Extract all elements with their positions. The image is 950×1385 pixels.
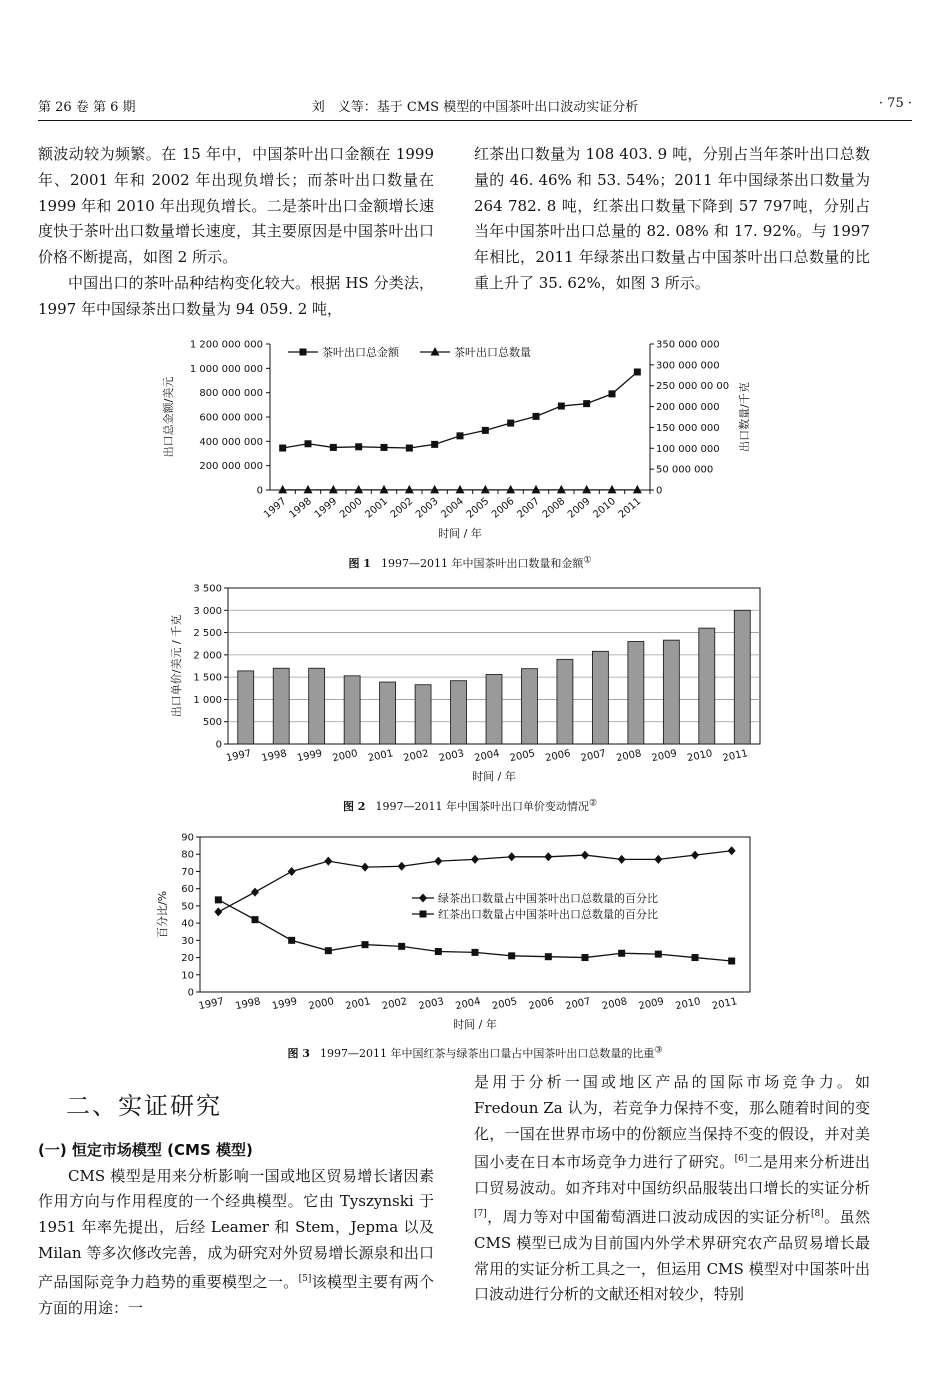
x-tick-label: 2007: [564, 996, 592, 1013]
x-tick-label: 1997: [262, 495, 289, 521]
data-point: [252, 916, 259, 923]
data-point: [532, 485, 541, 494]
paragraph: [474, 1070, 870, 1308]
x-tick-label: 2008: [540, 495, 568, 521]
y-tick-label: 60: [181, 884, 194, 896]
data-point: [288, 937, 295, 944]
figure-title: 1997—2011 年中国红茶与绿茶出口量占中国茶叶出口总数量的比重: [319, 1047, 655, 1060]
citation: [6]: [734, 1154, 748, 1165]
x-tick-label: 2005: [508, 748, 537, 765]
citation: [7]: [474, 1208, 487, 1219]
y-tick-label: 500: [202, 717, 222, 729]
legend-label: 茶叶出口总金额: [322, 346, 399, 359]
bar: [699, 628, 715, 744]
running-header: [38, 96, 912, 120]
y-tick-label: 200 000 000: [199, 461, 263, 473]
paragraph: 中国出口的茶叶品种结构变化较大。根据 HS 分类法，1997 年中国绿茶出口数量为 94 059. 2 吨，: [38, 273, 434, 318]
x-tick-label: 2003: [417, 996, 445, 1013]
data-point: [557, 485, 566, 494]
data-point: [434, 857, 442, 866]
x-tick-label: 2010: [674, 996, 702, 1013]
figure-title: 1997—2011 年中国茶叶出口单价变动情况: [375, 800, 589, 813]
y2-tick-label: 50 000 000: [656, 464, 714, 476]
legend-marker: [431, 347, 440, 356]
data-point: [215, 896, 222, 903]
figure-2-chart: [160, 580, 780, 795]
bar: [663, 640, 679, 744]
data-point: [329, 485, 338, 494]
data-point: [728, 846, 736, 855]
x-tick-label: 2002: [388, 495, 416, 521]
legend-marker: [419, 894, 427, 903]
footnote-mark: ②: [588, 798, 598, 809]
x-axis-title: 时间 / 年: [438, 527, 482, 540]
data-point: [251, 888, 259, 897]
x-tick-label: 1999: [271, 996, 299, 1013]
x-tick-label: 1998: [260, 748, 288, 765]
data-point: [508, 952, 515, 959]
y2-axis-title: 出口数量/千克: [738, 382, 751, 452]
x-tick-label: 1997: [225, 748, 253, 765]
y-axis-title: 百分比/%: [156, 890, 169, 939]
y2-tick-label: 250 000 00 00: [656, 381, 730, 393]
figure-number: 图 2: [342, 800, 366, 813]
x-tick-label: 2000: [338, 495, 365, 521]
x-tick-label: 2011: [711, 996, 739, 1013]
data-point: [582, 485, 591, 494]
y-tick-label: 40: [181, 918, 194, 930]
y-tick-label: 3 500: [193, 583, 222, 595]
data-point: [330, 444, 337, 451]
paragraph-text: 是用于分析一国或地区产品的国际市场竞争力。如 Fredoun Za 认为，若竞争力保持不变，那么随着时间的变化，一国在世界市场中的份额应当保持不变的假设，并对美国小麦在日本市场竞争力进行了研究。: [474, 1073, 870, 1172]
data-point: [618, 855, 626, 864]
x-tick-label: 2009: [637, 996, 665, 1013]
data-point: [435, 948, 442, 955]
x-tick-label: 2004: [473, 748, 501, 765]
y2-tick-label: 150 000 000: [656, 422, 720, 434]
data-point: [362, 941, 369, 948]
x-tick-label: 2001: [363, 495, 390, 521]
y-tick-label: 0: [187, 987, 194, 999]
left-column-bottom: [38, 1076, 434, 1321]
y-tick-label: 0: [256, 485, 263, 497]
bar: [309, 668, 325, 744]
right-column-bottom: [474, 1070, 870, 1308]
figure-1: [150, 332, 790, 577]
data-point: [431, 441, 438, 448]
figure-3-caption: [150, 1045, 800, 1061]
bar: [734, 610, 750, 744]
x-tick-label: 2006: [490, 495, 517, 521]
data-point: [355, 443, 362, 450]
data-point: [304, 485, 313, 494]
x-tick-label: 1998: [234, 996, 262, 1013]
data-point: [506, 485, 515, 494]
y-tick-label: 30: [181, 935, 194, 947]
bar: [628, 641, 644, 744]
y-tick-label: 50: [181, 901, 194, 913]
citation: [8]: [810, 1208, 824, 1219]
y-tick-label: 800 000 000: [199, 388, 263, 400]
y-tick-label: 70: [181, 866, 194, 878]
data-point: [692, 954, 699, 961]
legend-label: 绿茶出口数量占中国茶叶出口总数量的百分比: [438, 892, 658, 905]
data-point: [457, 432, 464, 439]
x-tick-label: 2002: [381, 996, 409, 1013]
x-tick-label: 2009: [566, 495, 593, 521]
data-point: [324, 857, 332, 866]
x-tick-label: 2001: [344, 996, 372, 1013]
x-tick-label: 2006: [544, 748, 572, 765]
x-tick-label: 2010: [591, 495, 618, 521]
y2-tick-label: 350 000 000: [656, 339, 720, 351]
figure-3-chart: [150, 825, 800, 1040]
paragraph-text: 二是用来分析进出口贸易波动。如齐玮对中国纺织品服装出口增长的实证分析: [474, 1153, 870, 1198]
x-tick-label: 2005: [491, 996, 519, 1013]
y-tick-label: 3 000: [193, 605, 222, 617]
data-point: [691, 851, 699, 860]
footnote-mark: ①: [583, 555, 592, 566]
x-tick-label: 2008: [601, 996, 629, 1013]
x-tick-label: 2001: [367, 748, 395, 765]
section-heading: 二、实证研究: [66, 1092, 222, 1120]
citation: [5]: [298, 1273, 312, 1284]
x-tick-label: 1999: [296, 748, 324, 765]
data-point: [533, 413, 540, 420]
data-point: [361, 863, 369, 872]
data-point: [582, 954, 589, 961]
x-axis-title: 时间 / 年: [472, 770, 516, 783]
data-point: [380, 485, 389, 494]
x-tick-label: 2005: [464, 495, 492, 521]
data-point: [618, 950, 625, 957]
data-point: [305, 440, 312, 447]
x-tick-label: 2003: [414, 495, 441, 521]
y2-tick-label: 200 000 000: [656, 402, 720, 414]
x-tick-label: 2007: [515, 495, 542, 521]
data-point: [456, 485, 465, 494]
bar: [273, 668, 289, 744]
y2-tick-label: 300 000 000: [656, 360, 720, 372]
figure-title: 1997—2011 年中国茶叶出口数量和金额: [380, 557, 584, 570]
data-point: [633, 485, 642, 494]
bar: [521, 669, 537, 744]
x-tick-label: 2009: [650, 748, 678, 765]
bar: [238, 671, 254, 744]
data-point: [472, 949, 479, 956]
subsection-heading: (一) 恒定市场模型 (CMS 模型): [38, 1140, 253, 1159]
legend-marker: [300, 349, 307, 356]
x-tick-label: 2000: [307, 996, 335, 1013]
x-tick-label: 1998: [287, 495, 314, 521]
data-point: [354, 485, 363, 494]
paragraph: [38, 1164, 434, 1322]
x-tick-label: 2010: [686, 748, 714, 765]
y-tick-label: 0: [215, 739, 222, 751]
data-point: [634, 368, 641, 375]
data-point: [430, 485, 439, 494]
legend-marker: [420, 911, 427, 918]
y2-tick-label: 100 000 000: [656, 443, 720, 455]
x-tick-label: 2011: [616, 495, 644, 521]
bar: [486, 674, 502, 744]
x-tick-label: 2003: [437, 748, 466, 765]
y-tick-label: 2 000: [193, 650, 222, 662]
y-tick-label: 20: [181, 953, 194, 965]
paragraph-text: CMS 模型是用来分析影响一国或地区贸易增长诸因素作用方向与作用程度的一个经典模型。它由 Tyszynski 于 1951 年率先提出，后经 Leamer 和 Stem，Jepma 以及 Milan 等多次修改完善，成为研究对外贸易增长源泉和出口产品国际竞争力趋势的重要模型之一。: [38, 1166, 434, 1291]
data-point: [214, 907, 222, 916]
paragraph-text: ，周力等对中国葡萄酒进口波动成因的实证分析: [486, 1207, 811, 1226]
figure-number: 图 1: [348, 557, 371, 570]
figure-number: 图 3: [287, 1047, 310, 1060]
data-point: [581, 851, 589, 860]
legend-label: 红茶出口数量占中国茶叶出口总数量的百分比: [438, 908, 658, 921]
legend-label: 茶叶出口总数量: [454, 346, 531, 359]
figure-1-caption: [150, 555, 790, 571]
bar: [451, 681, 467, 744]
y-axis-title: 出口单价/美元 / 千克: [170, 614, 183, 718]
data-point: [655, 951, 662, 958]
x-tick-label: 2011: [721, 748, 749, 765]
volume-issue: 第 26 卷 第 6 期: [38, 100, 136, 115]
data-point: [405, 485, 414, 494]
article-title-header: 刘 义等：基于 CMS 模型的中国茶叶出口波动实证分析: [311, 100, 639, 115]
x-tick-label: 1999: [312, 495, 340, 521]
y-tick-label: 2 500: [193, 628, 222, 640]
figure-1-chart: [150, 332, 790, 552]
data-point: [279, 445, 286, 452]
page-number: · 75 ·: [878, 96, 912, 111]
x-tick-label: 2004: [454, 996, 482, 1013]
data-point: [398, 943, 405, 950]
data-point: [398, 862, 406, 871]
data-point: [558, 403, 565, 410]
x-tick-label: 2002: [402, 748, 430, 765]
data-point: [288, 867, 296, 876]
figure-2-caption: [160, 798, 780, 814]
x-tick-label: 2000: [331, 748, 359, 765]
y-tick-label: 80: [181, 849, 194, 861]
footnote-mark: ③: [654, 1045, 663, 1056]
paragraph-text: 该模型主要有两个方面的用途：一: [38, 1272, 434, 1317]
data-point: [482, 427, 489, 434]
x-tick-label: 2004: [439, 495, 466, 521]
y-tick-label: 1 200 000 000: [189, 339, 263, 351]
data-point: [728, 958, 735, 965]
bar: [415, 685, 431, 744]
bar: [344, 676, 360, 744]
data-point: [471, 855, 479, 864]
data-point: [406, 445, 413, 452]
left-column-top: [38, 142, 434, 323]
data-point: [481, 485, 490, 494]
y-tick-label: 1 000 000 000: [189, 363, 263, 375]
data-point: [654, 855, 662, 864]
header-rule: [38, 120, 912, 121]
bar: [380, 682, 396, 744]
data-point: [325, 947, 332, 954]
data-point: [583, 400, 590, 407]
x-axis-title: 时间 / 年: [453, 1018, 497, 1031]
data-point: [545, 953, 552, 960]
data-point: [507, 420, 514, 427]
x-tick-label: 1997: [197, 996, 225, 1013]
paragraph-text: 。虽然 CMS 模型已成为目前国内外学术界研究农产品贸易增长最常用的实证分析工具之一，但运用 CMS 模型对中国茶叶出口波动进行分析的文献还相对较少，特别: [474, 1207, 870, 1304]
y2-tick-label: 0: [656, 485, 663, 497]
y-tick-label: 90: [181, 832, 194, 844]
data-point: [608, 485, 617, 494]
y-tick-label: 10: [181, 970, 194, 982]
paragraph: 额波动较为频繁。在 15 年中，中国茶叶出口金额在 1999 年、2001 年和 2002 年出现负增长；而茶叶出口数量在 1999 年和 2010 年出现负增长。二是茶叶出口金额增长速度快于茶叶出口数量增长速度，其主要原因是中国茶叶出口价格不断提高，如图 2 所示。: [38, 145, 434, 267]
data-point: [544, 852, 552, 861]
bar: [592, 651, 608, 744]
x-tick-label: 2006: [527, 996, 555, 1013]
figure-3: [150, 825, 800, 1065]
y-tick-label: 600 000 000: [199, 412, 263, 424]
y-tick-label: 400 000 000: [199, 436, 263, 448]
figure-2: [160, 580, 780, 820]
paragraph: 红茶出口数量为 108 403. 9 吨，分别占当年茶叶出口总数量的 46. 46% 和 53. 54%；2011 年中国绿茶出口数量为 264 782. 8 吨，红茶出口数量下降到 57 797吨，分别占当年中国茶叶出口总量的 82. 08% 和 17. 92%。与 1997 年相比，2011 年绿茶出口数量占中国茶叶出口总数量的比重上升了 35. 62%，如图 3 所示。: [474, 145, 870, 292]
x-tick-label: 2008: [615, 748, 643, 765]
y-axis-title: 出口总金额/美元: [162, 376, 175, 458]
bar: [557, 659, 573, 744]
data-point: [381, 444, 388, 451]
y-tick-label: 1 500: [193, 672, 222, 684]
y-tick-label: 1 000: [193, 694, 222, 706]
right-column-top: [474, 142, 870, 297]
data-point: [609, 390, 616, 397]
data-point: [278, 485, 287, 494]
data-point: [508, 852, 516, 861]
x-tick-label: 2007: [579, 748, 608, 765]
